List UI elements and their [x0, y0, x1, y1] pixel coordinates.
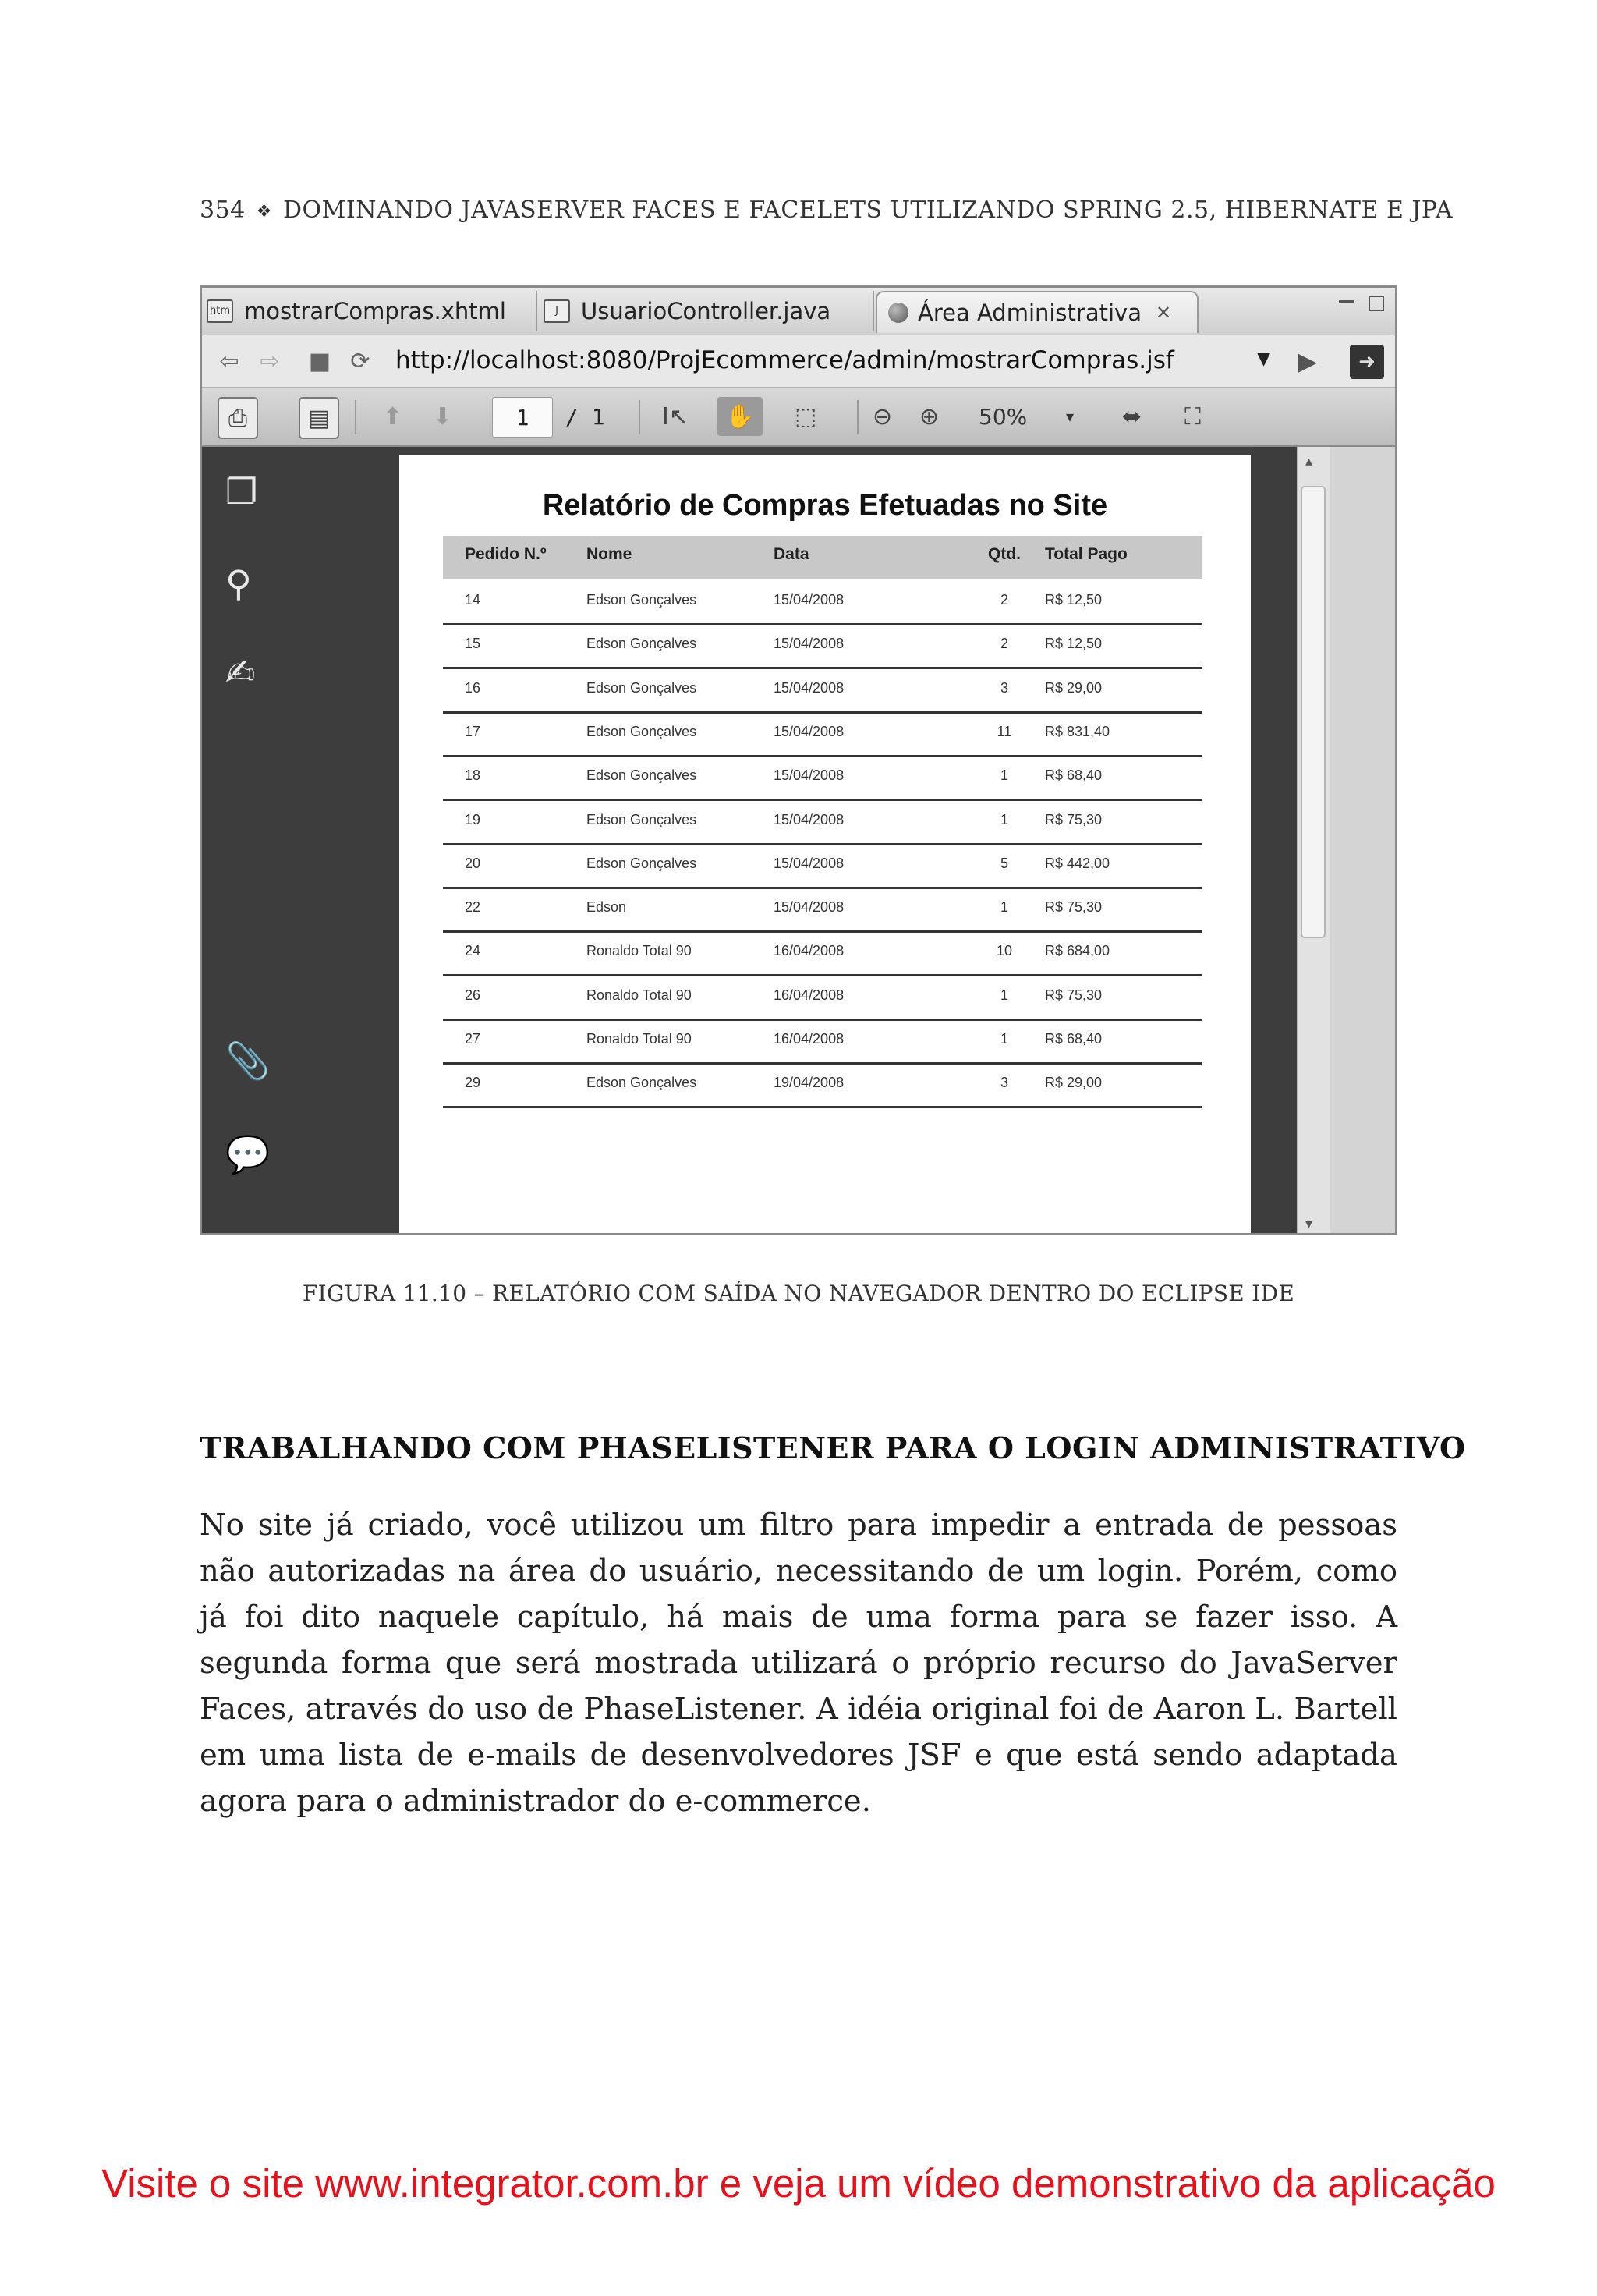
table-cell: R$ 12,50	[1045, 636, 1103, 652]
table-cell: R$ 75,30	[1045, 811, 1103, 827]
table-cell: 16/04/2008	[774, 1031, 845, 1047]
table-row	[443, 1062, 1202, 1108]
table-cell: 27	[465, 1031, 481, 1047]
table-cell: 1	[1000, 811, 1008, 827]
scroll-thumb[interactable]	[1301, 486, 1326, 938]
table-cell: R$ 75,30	[1045, 987, 1103, 1003]
table-cell: 18	[465, 767, 481, 784]
address-bar	[202, 335, 1395, 388]
java-file-icon: J	[544, 299, 570, 323]
table-cell: 1	[1000, 1031, 1008, 1047]
browser-screenshot	[200, 285, 1397, 1235]
table-cell: Edson Gonçalves	[586, 855, 697, 871]
table-cell: 5	[1000, 855, 1008, 871]
table-cell: 15/04/2008	[774, 767, 845, 784]
minimize-icon[interactable]	[1339, 300, 1354, 303]
table-cell: 15/04/2008	[774, 811, 845, 827]
table-cell: R$ 29,00	[1045, 1075, 1103, 1091]
select-text-icon[interactable]: I↖	[662, 402, 689, 430]
promo-banner: Visite o site www.integrator.com.br e veja um vídeo demonstrativo da aplicação	[101, 2161, 1496, 2206]
table-cell: Edson Gonçalves	[586, 636, 697, 652]
table-cell: 15/04/2008	[774, 855, 845, 871]
table-cell: 2	[1000, 592, 1008, 608]
table-cell: 17	[465, 723, 481, 739]
bookmarks-icon[interactable]: ⚲	[225, 562, 252, 604]
stop-icon[interactable]: ■	[308, 347, 331, 375]
signatures-icon[interactable]: ✍	[225, 651, 256, 693]
table-cell: R$ 831,40	[1045, 723, 1110, 739]
url-field[interactable]: http://localhost:8080/ProjEcommerce/admin/mostrarCompras.jsf	[395, 346, 1174, 374]
table-cell: Ronaldo Total 90	[586, 1031, 692, 1047]
table-cell: Edson Gonçalves	[586, 1075, 697, 1091]
zoom-out-icon[interactable]: ⊖	[873, 402, 893, 430]
table-cell: R$ 68,40	[1045, 767, 1103, 784]
table-row	[443, 623, 1202, 669]
editor-tab-bar	[202, 288, 1395, 335]
running-head	[200, 197, 1453, 224]
table-cell: R$ 12,50	[1045, 592, 1103, 608]
table-row	[443, 887, 1202, 933]
pdf-page	[399, 455, 1251, 1235]
marquee-zoom-icon[interactable]: ⬚	[795, 402, 817, 430]
tab-label: mostrarCompras.xhtml	[244, 298, 506, 324]
table-cell: R$ 684,00	[1045, 943, 1110, 959]
attachment-icon[interactable]: 📎	[225, 1040, 271, 1082]
table-cell: 15/04/2008	[774, 679, 845, 696]
table-cell: R$ 29,00	[1045, 679, 1103, 696]
save-icon[interactable]: ▤	[299, 397, 339, 439]
table-cell: 15	[465, 636, 481, 652]
column-header: Data	[774, 545, 809, 563]
hand-tool-icon[interactable]: ✋	[717, 397, 763, 436]
go-icon[interactable]: ▶	[1298, 346, 1317, 376]
table-cell: R$ 75,30	[1045, 899, 1103, 916]
globe-icon	[888, 303, 908, 323]
url-dropdown-icon[interactable]: ▼	[1257, 349, 1270, 369]
table-cell: R$ 442,00	[1045, 855, 1110, 871]
body-paragraph: No site já criado, você utilizou um filtro para impedir a entrada de pessoas não autorizadas na área do usuário, necessitando de um login. Porém, como já foi dito naquele capítulo, há mais de uma forma para se fazer isso. A segunda forma que será mostrada utilizará o próprio recurso do JavaServer Faces, através do uso de PhaseListener. A idéia original foi de Aaron L. Bartell em uma lista de e-mails de desenvolvedores JSF e que está sendo adaptada agora para o administrador do e-commerce.	[200, 1508, 1397, 1819]
page-down-icon[interactable]: ⬇	[433, 402, 453, 430]
table-cell: 11	[997, 723, 1012, 739]
table-row	[443, 1019, 1202, 1065]
scroll-down-icon[interactable]: ▾	[1305, 1216, 1313, 1232]
fit-width-icon[interactable]: ⬌	[1122, 402, 1142, 430]
column-header: Total Pago	[1045, 545, 1128, 563]
pdf-navigation-panel	[202, 447, 398, 1235]
table-cell: 14	[465, 592, 481, 608]
table-cell: 16	[465, 679, 481, 696]
table-cell: 20	[465, 855, 481, 871]
table-cell: 1	[1000, 767, 1008, 784]
fit-page-icon[interactable]: ⛶	[1184, 402, 1201, 430]
table-cell: 19/04/2008	[774, 1075, 845, 1091]
table-cell: 3	[1000, 679, 1008, 696]
table-cell: 2	[1000, 636, 1008, 652]
figure-caption: FIGURA 11.10 – RELATÓRIO COM SAÍDA NO NAVEGADOR DENTRO DO ECLIPSE IDE	[302, 1281, 1295, 1306]
column-header: Pedido N.º	[465, 545, 547, 563]
zoom-dropdown-icon[interactable]: ▾	[1066, 407, 1075, 426]
table-cell: 10	[996, 943, 1013, 959]
table-cell: 1	[1000, 899, 1008, 916]
table-row	[443, 711, 1202, 757]
table-row	[443, 668, 1202, 714]
table-cell: 15/04/2008	[774, 899, 845, 916]
maximize-icon[interactable]	[1369, 296, 1384, 311]
table-cell: Edson Gonçalves	[586, 592, 697, 608]
table-cell: Ronaldo Total 90	[586, 943, 692, 959]
refresh-icon[interactable]: ⟳	[350, 347, 370, 375]
external-browser-icon[interactable]: ➜	[1350, 345, 1384, 379]
table-cell: 22	[465, 899, 481, 916]
table-cell: Edson Gonçalves	[586, 811, 697, 827]
table-row	[443, 799, 1202, 845]
table-cell: Edson Gonçalves	[586, 679, 697, 696]
vertical-scrollbar[interactable]	[1297, 447, 1330, 1235]
table-cell: 19	[465, 811, 481, 827]
table-cell: Edson Gonçalves	[586, 767, 697, 784]
table-row	[443, 975, 1202, 1021]
report-header-row	[443, 536, 1202, 579]
table-cell: 3	[1000, 1075, 1008, 1091]
table-cell: 15/04/2008	[774, 723, 845, 739]
page-total: / 1	[565, 403, 605, 430]
table-cell: Edson	[586, 899, 627, 916]
table-row	[443, 579, 1202, 625]
zoom-level[interactable]: 50%	[979, 403, 1028, 430]
running-title: DOMINANDO JAVASERVER FACES E FACELETS UTILIZANDO SPRING 2.5, HIBERNATE E JPA	[283, 197, 1454, 224]
table-cell: 15/04/2008	[774, 592, 845, 608]
column-header: Qtd.	[988, 545, 1021, 563]
pdf-toolbar	[202, 388, 1395, 447]
column-header: Nome	[586, 545, 632, 563]
window-controls	[1339, 296, 1384, 311]
report-title: Relatório de Compras Efetuadas no Site	[542, 489, 1108, 522]
table-cell: 1	[1000, 987, 1008, 1003]
forward-icon[interactable]: ⇨	[260, 347, 280, 375]
comments-icon[interactable]: 💬	[225, 1133, 271, 1175]
tab-label: Área Administrativa	[918, 299, 1142, 326]
page-up-icon[interactable]: ⬆	[383, 402, 403, 430]
table-cell: 26	[465, 987, 481, 1003]
table-cell: 29	[465, 1075, 481, 1091]
back-icon[interactable]: ⇦	[219, 347, 239, 375]
table-cell: Ronaldo Total 90	[586, 987, 692, 1003]
pdf-viewer	[398, 447, 1253, 1235]
close-icon[interactable]: ✕	[1155, 302, 1172, 324]
table-cell: 16/04/2008	[774, 987, 845, 1003]
tab-label: UsuarioController.java	[581, 298, 831, 324]
pages-icon[interactable]: ❐	[225, 470, 258, 512]
table-row	[443, 843, 1202, 889]
table-cell: Edson Gonçalves	[586, 723, 697, 739]
tab-usuariocontroller[interactable]	[539, 291, 874, 331]
page-number: 354	[200, 197, 246, 224]
tab-area-administrativa[interactable]	[876, 291, 1199, 333]
table-cell: 15/04/2008	[774, 636, 845, 652]
table-row	[443, 755, 1202, 801]
ornament-icon: ❖	[256, 201, 272, 221]
section-title: TRABALHANDO COM PHASELISTENER PARA O LOGIN ADMINISTRATIVO	[200, 1430, 1466, 1465]
table-cell: R$ 68,40	[1045, 1031, 1103, 1047]
tab-mostrarcompras[interactable]	[202, 291, 537, 331]
table-row	[443, 930, 1202, 976]
viewer-margin	[1253, 447, 1297, 1235]
page-number-input[interactable]: 1	[492, 397, 553, 438]
scroll-up-icon[interactable]: ▴	[1305, 453, 1313, 469]
zoom-in-icon[interactable]: ⊕	[919, 402, 940, 430]
table-cell: 24	[465, 943, 481, 959]
print-icon[interactable]: ⎙	[218, 397, 258, 439]
table-cell: 16/04/2008	[774, 943, 845, 959]
xhtml-file-icon: htm	[207, 299, 233, 323]
